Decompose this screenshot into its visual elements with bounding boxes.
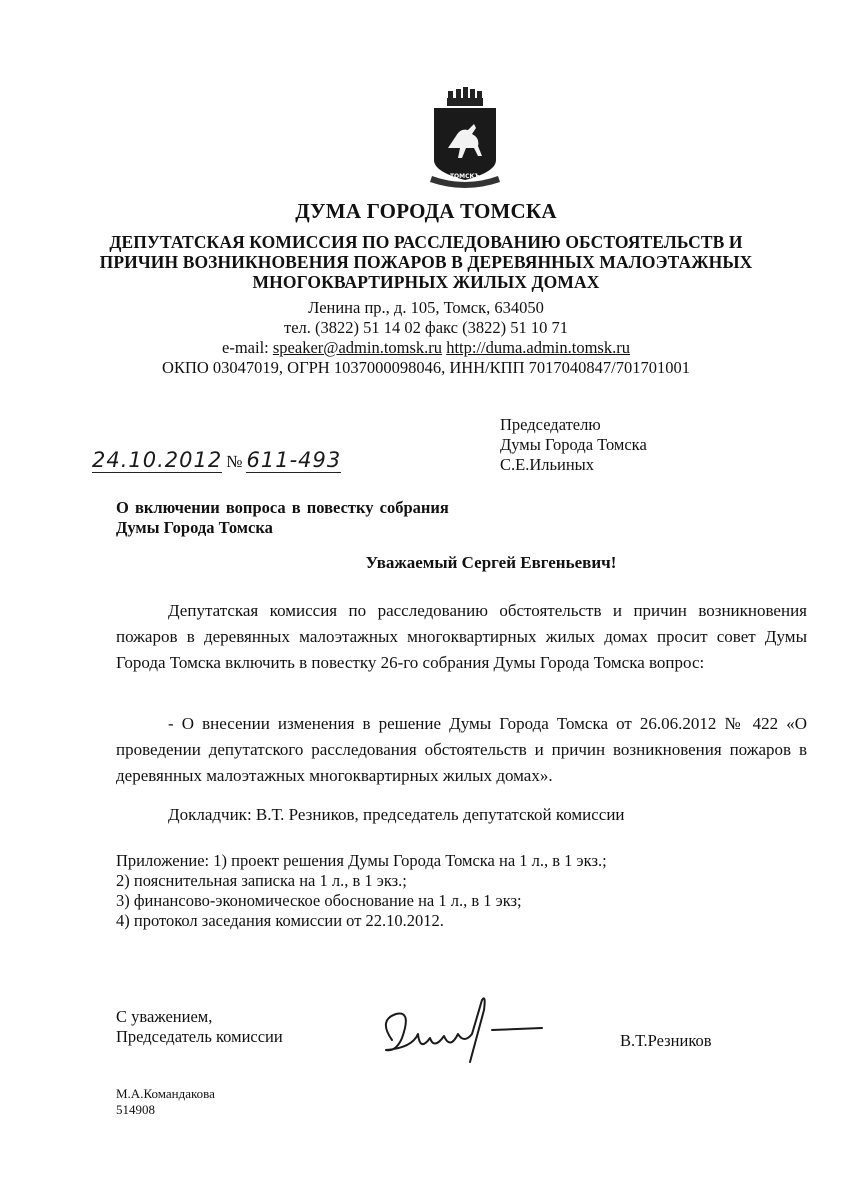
handwritten-date: 24.10.2012 — [92, 448, 223, 472]
signer-name: В.Т.Резников — [620, 1031, 712, 1050]
commission-title-line2: ПРИЧИН ВОЗНИКНОВЕНИЯ ПОЖАРОВ В ДЕРЕВЯННЫХ МАЛОЭТАЖНЫХ — [99, 252, 753, 272]
recipient-line2: Думы Города Томска — [500, 435, 647, 454]
subject-line1: О включении вопроса в повестку собрания — [116, 498, 449, 517]
body-paragraph-1: Депутатская комиссия по расследованию обстоятельств и причин возникновения пожаров в деревянных малоэтажных многоквартирных жилых домах просит совет Думы Города Томска включить в повестку 26-го собрания Думы Города Томска вопрос: — [116, 601, 807, 672]
phone-fax: тел. (3822) 51 14 02 факс (3822) 51 10 71 — [284, 318, 568, 337]
handwritten-number: 611-493 — [246, 448, 342, 472]
website-link[interactable]: http://duma.admin.tomsk.ru — [446, 338, 630, 357]
recipient-line1: Председателю — [500, 415, 601, 434]
attachment-line2: 2) пояснительная записка на 1 л., в 1 экз.; — [116, 871, 407, 890]
handwritten-signature — [372, 990, 562, 1070]
body-paragraph-2: - О внесении изменения в решение Думы Города Томска от 26.06.2012 № 422 «О проведении депутатского расследования обстоятельств и причин возникновения пожаров в деревянных малоэтажных многоквартирных жилых домах». — [116, 714, 807, 785]
subject-line2: Думы Города Томска — [116, 518, 273, 537]
registration-codes: ОКПО 03047019, ОГРН 1037000098046, ИНН/КПП 7017040847/701701001 — [162, 358, 690, 377]
city-emblem — [420, 86, 510, 190]
emblem-banner-text: ТОМСКЪ — [449, 173, 481, 180]
executor-phone: 514908 — [116, 1102, 155, 1117]
organization-title: ДУМА ГОРОДА ТОМСКА — [295, 199, 557, 223]
executor-name: М.А.Командакова — [116, 1086, 215, 1101]
commission-title-line1: ДЕПУТАТСКАЯ КОМИССИЯ ПО РАССЛЕДОВАНИЮ ОБСТОЯТЕЛЬСТВ И — [109, 232, 743, 252]
recipient-line3: С.Е.Ильиных — [500, 455, 595, 474]
signer-position: Председатель комиссии — [116, 1027, 283, 1046]
attachment-line3: 3) финансово-экономическое обоснование на 1 л., в 1 экз; — [116, 891, 522, 910]
commission-title-line3: МНОГОКВАРТИРНЫХ ЖИЛЫХ ДОМАХ — [252, 272, 600, 292]
salutation: Уважаемый Сергей Евгеньевич! — [365, 553, 617, 572]
outgoing-registration — [92, 448, 341, 473]
address: Ленина пр., д. 105, Томск, 634050 — [308, 298, 544, 317]
contacts-line — [0, 339, 852, 357]
attachment-line1: Приложение: 1) проект решения Думы Города Томска на 1 л., в 1 экз.; — [116, 851, 607, 870]
number-sign: № — [226, 452, 243, 471]
closing: С уважением, — [116, 1007, 213, 1026]
email-link[interactable]: speaker@admin.tomsk.ru — [272, 338, 443, 357]
speaker-line: Докладчик: В.Т. Резников, председатель депутатской комиссии — [168, 805, 625, 824]
attachment-line4: 4) протокол заседания комиссии от 22.10.2012. — [116, 911, 444, 930]
email-label: e-mail: — [222, 338, 269, 357]
